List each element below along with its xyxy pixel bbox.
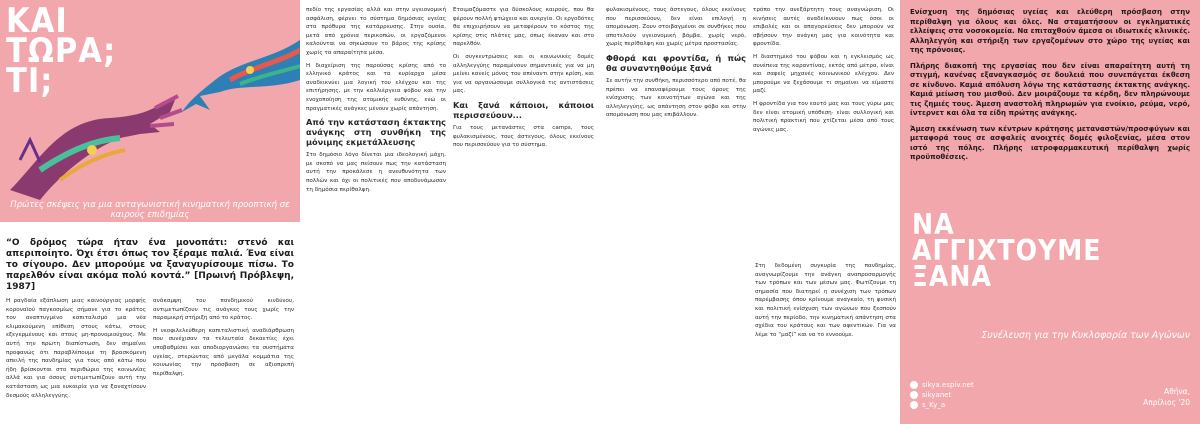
panel-4 xyxy=(900,0,1200,424)
demand-paragraph: Πλήρης διακοπή της εργασίας που δεν είναι απαραίτητη αυτή τη στιγμή, κανένας εξαναγκασμός σε δουλειά που συνεπάγεται έκθεση σε κίνδυνο. Καμιά απόλυση λόγω της κατάστασης έκτακτης ανάγκης. Καμιά μείωση του μισθού. Δεν μοιράζουμε τα κέρδη, δεν πληρώνουμε τις ζημιές τους. Άμεση αναστολή πληρωμών για ενοίκιο, ρεύμα, νερό, ίντερνετ και όλα τα είδη πρώτης ανάγκης. xyxy=(910,61,1190,117)
paragraph: Η ραγδαία εξάπλωση μιας καινούργιας μορφής κοροναϊού παγκοσμίως σήμανε για το κράτος τον αναπτυγμένο καπιταλισμό μια νέα κλιμακούμενη επίθεση στους κάτω, στους εξεγερμένους και στους μη-προνομιούχους. Με αυτή την πρώτη διαπίστωση, δεν σημαίνει προφανώς ότι παραβλέπουμε τη βρασκόμενη απειλή της πανδημίας για τους από κάτω που ήδη βρίσκονται στο περιθώριο της κοινωνίας αλλά και για όσους αντιμετωπίζουν αυτή την κατάσταση ως μια ευκαιρία για να ξαναχτίσουν δεσμούς αλληλεγγύης. xyxy=(6,298,146,399)
social-link-website[interactable] xyxy=(910,380,974,390)
text-column-1 xyxy=(6,297,146,421)
hero-title-line: ΤΙ; xyxy=(6,61,54,101)
paragraph: Οι συγκεντρώσεις και οι κοινωνικές δομές αλληλεγγύης παραμένουν σημαντικές για να μη μείνει κανείς μόνος του απέναντι στην κρίση, και για να οργανώσουμε συλλογικά τις αντιστάσεις μας. xyxy=(453,53,594,95)
social-handle: sikya.espiv.net xyxy=(922,381,974,389)
globe-icon xyxy=(910,381,918,389)
date-line: Απρίλιος '20 xyxy=(1143,398,1190,407)
demands-box xyxy=(900,0,1200,200)
paragraph: πεδίο της εργασίας αλλά και στην υγειονομική ασφάλιση, φέρνει το σύστημα δημόσιας υγείας στα πρόθυρα της κατάρρευσης. Στην ουσία, μετά από χρόνια περικοπών, οι εργαζόμενοι καλούνται να σηκώσουν το βάρος της κρίσης χωρίς τα απαραίτητα μέσα. xyxy=(306,7,446,56)
hero-title-line: ΤΩΡΑ; xyxy=(6,31,117,71)
panel-2 xyxy=(300,0,600,424)
demand-paragraph: Ενίσχυση της δημόσιας υγείας και ελεύθερη πρόσβαση στην περίθαλψη για όλους και όλες. Να σταματήσουν οι εγκληματικές ελλείψεις στα νοσοκομεία. Να επιταχθούν άμεσα οι ιδιωτικές κλινικές. Αλληλεγγύη και στήριξη των εργαζομένων στο χώρο της υγείας και της πρόνοιας. xyxy=(910,8,1190,54)
section-heading: Φθορά και φροντίδα, ή πώς θα συναντηθούμε ξανά xyxy=(606,52,746,73)
date-line: Αθήνα, xyxy=(1164,387,1190,396)
social-handle: sikyanet xyxy=(922,391,952,399)
call-title-line: ΑΓΓΙΧΤΟΥΜΕ xyxy=(912,234,1102,267)
call-title-line: ΞΑΝΑ xyxy=(912,260,992,293)
call-box xyxy=(900,200,1200,424)
text-column-6 xyxy=(753,6,894,256)
panel-1 xyxy=(0,0,300,424)
reaching-hands-illustration xyxy=(0,0,300,200)
opening-quote: “Ο δρόμος τώρα ήταν ένα μονοπάτι: στενό και απεριποίητο. Όχι έτσι όπως τον ξέραμε παλιά. Ένα είναι το σίγουρο. Δεν μπορούμε να ξαναγυρίσουμε πίσω. Το παρελθόν είναι ακόμα πολύ κοντά.” [Πρωινή Πρόβλεψη, 1987] xyxy=(6,238,294,292)
paragraph: Για τους μετανάστες στα camps, τους φυλακισμένους, τους άστεγους, όλους εκείνους που περισσεύουν για το σύστημα. xyxy=(453,124,594,149)
paragraph: Σε αυτήν την συνθήκη, περισσότερο από ποτέ, θα πρέπει να επαναφέρουμε τους όρους της ενίσχυσης των κοινοτήτων αγώνα και της αλληλεγγύης, ως απάντηση στον φόβο και στην απομόνωση που μας επιβάλλουν. xyxy=(606,77,746,119)
assembly-name: Συνέλευση για την Κυκλοφορία των Αγώνων xyxy=(981,330,1190,341)
social-handle: s_Ky_a xyxy=(922,401,946,409)
section-heading: Και ξανά κάποιοι, κάποιοι περισσεύουν... xyxy=(453,99,594,120)
text-column-4 xyxy=(453,6,594,420)
paragraph: Η διαχείριση της παρούσας κρίσης από το ελληνικό κράτος και τα κυρίαρχα μέσα αναδεικνύει μια λογική του ελέγχου και της επιτήρησης, με την καλλιέργεια φόβου και την ενοχοποίηση της ατομικής ευθύνης, ενώ οι πραγματικές ανάγκες μένουν χωρίς απάντηση. xyxy=(306,62,446,112)
paragraph: τρόπο την ανεξάρτητη τους αναγνώριση. Οι κινήσεις αυτές αναδείκνυουν πως όσοι οι επιβολές και οι απαγορεύσεις δεν μπορούν να σβήσουν την ανάγκη μας για κοινότητα και φροντίδα. xyxy=(753,7,894,48)
call-title-line: ΝΑ xyxy=(912,208,955,241)
text-column-8 xyxy=(755,262,896,420)
place-date xyxy=(1143,386,1190,408)
social-link-twitter[interactable] xyxy=(910,400,974,410)
text-column-3 xyxy=(306,6,446,420)
paragraph: Η φροντίδα για τον εαυτό μας και τους γύρω μας δεν είναι ατομική υπόθεση· είναι συλλογική και πολιτική πρακτική που χτίζεται μέσα από τους αγώνες μας. xyxy=(753,100,894,133)
social-link-facebook[interactable] xyxy=(910,390,974,400)
demand-paragraph: Άμεση εκκένωση των κέντρων κράτησης μεταναστών/προσφύγων και μεταφορά τους σε ασφαλείς ανοιχτές δομές φιλοξενίας, μέσα στον ιστό της πόλης. Πλήρης ιατροφαρμακευτική περίθαλψη χωρίς προϋποθέσεις. xyxy=(910,124,1190,161)
paragraph: ανάκαμψη του πανδημικού κινδύνου, αντιμετωπίζουν τις ανάγκες τους χωρίς την παραμικρή στήριξη από το κράτος. xyxy=(153,298,294,322)
text-column-2 xyxy=(153,297,294,421)
paragraph: φυλακισμένους, τους άστεγους, όλους εκείνους που περισσεύουν, δεν είναι επιλογή η απομόνωση. Ζουν στοιβαγμένοι σε συνθήκες που αποτελούν υγειονομική βόμβα, χωρίς νερό, χωρίς περίθαλψη και χωρίς μέτρα προστασίας. xyxy=(606,7,746,48)
hero-subtitle: Πρώτες σκέψεις για μια ανταγωνιστική κινηματική προοπτική σε καιρούς επιδημίας xyxy=(10,200,290,220)
social-links xyxy=(910,380,974,410)
facebook-icon xyxy=(910,391,918,399)
paragraph: Στη δεδομένη συγκυρία της πανδημίας, αναγνωρίζουμε την ανάγκη αναπροσαρμογής των τρόπων και των μέσων μας. Φωτίζουμε τη σημασία που διατηρεί η συνέχιση των τρόπων παρέμβασης όπου κρίνουμε αναγκαίο, τη φυσική και πολιτική ενίσχυση των αγώνων που ξεσπούν αυτή την περίοδο, την κινηματική απάντηση στα σχέδια του κράτους και των αφεντικών. Για να λέμε το “μαζί” και να το εννοούμε. xyxy=(755,263,896,338)
paragraph: Η νεοφιλελεύθερη καπιταλιστική αναδιάρθρωση που συνέχισαν τα τελευταία δεκαετίες έχει υποβαθμίσει και αποδιοργανώσει τα συστήματα υγείας, στερώντας από μεγάλα κομμάτια της κοινωνίας την πρόσβαση σε αξιοπρεπή περίθαλψη. xyxy=(153,327,294,377)
hero-title-line: ΚΑΙ xyxy=(6,1,68,41)
hero-banner xyxy=(0,0,300,222)
call-title xyxy=(912,208,1102,293)
text-column-5 xyxy=(606,6,746,420)
paragraph: Στο δημόσιο λόγο δίνεται μια ιδεολογική μάχη, με σκοπό να μας πείσουν πως την κατάσταση αυτή την προκάλεσε η ανευθυνότητα των πολλών και όχι οι πολιτικές που αποδυνάμωσαν τη δημόσια περίθαλψη. xyxy=(306,152,446,193)
paragraph: Ετοιμαζόμαστε για δύσκολους καιρούς, που θα φέρουν πολλή φτώχεια και ανεργία. Οι εργοδότες θα επιχειρήσουν να μεταφέρουν το κόστος της κρίσης στις πλάτες μας, όπως έκαναν και στο παρελθόν. xyxy=(453,7,594,48)
paragraph: Η διαστημικό του φόβου και η εγκλεισμός ως συνέπεια της καραντίνας, εκτός από μέτρα, είναι και σαφείς μηχανές κοινωνικού ελέγχου. Δεν μπορούμε να ξεχάσουμε τι σημαίνει να είμαστε μαζί. xyxy=(753,53,894,95)
section-heading: Από την κατάσταση έκτακτης ανάγκης στη συνθήκη της μόνιμης εκμετάλλευσης xyxy=(306,117,446,148)
twitter-icon xyxy=(910,401,918,409)
